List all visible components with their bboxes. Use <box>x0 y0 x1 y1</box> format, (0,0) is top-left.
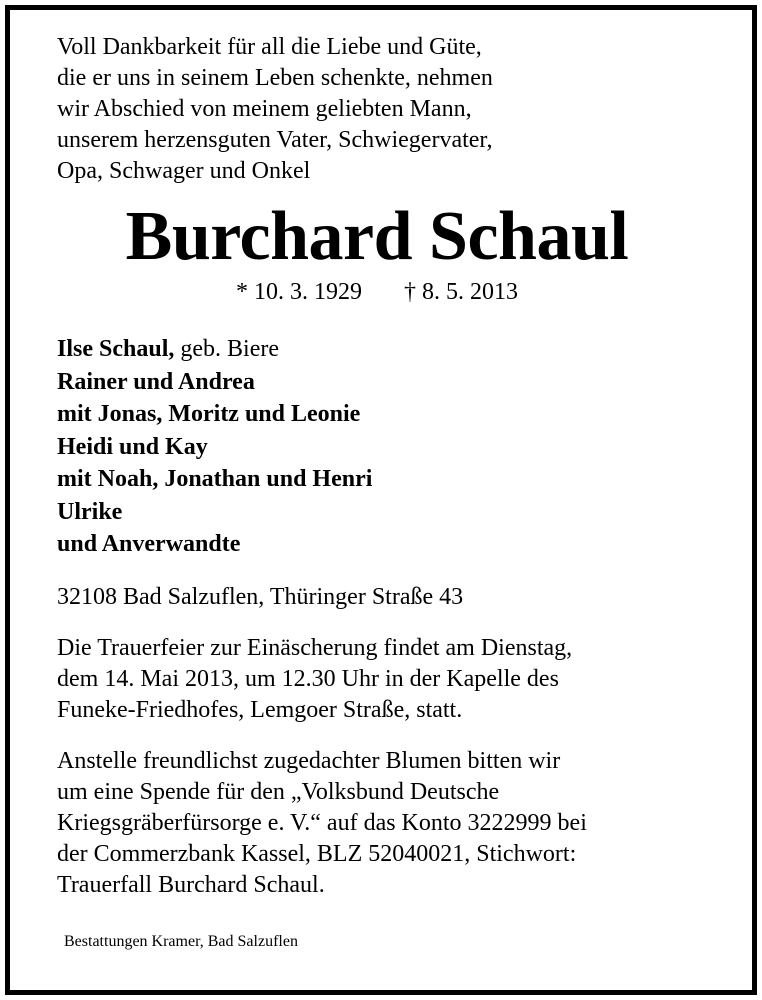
mourner-line <box>57 496 697 529</box>
donation-line: um eine Spende für den „Volksbund Deutsche <box>57 778 500 805</box>
ceremony-line: dem 14. Mai 2013, um 12.30 Uhr in der Kapelle des <box>57 665 559 692</box>
mourner-name: und Anverwandte <box>57 531 241 557</box>
intro-text <box>57 32 697 187</box>
mourner-line <box>57 528 697 561</box>
deceased-name: Burchard Schaul <box>125 198 629 275</box>
mourner-line <box>57 366 697 399</box>
donation-line: Anstelle freundlichst zugedachter Blumen bitten wir <box>57 747 561 774</box>
intro-line: Voll Dankbarkeit für all die Liebe und Güte, <box>57 34 482 60</box>
mourner-name: Rainer und Andrea <box>57 368 255 395</box>
spouse-maiden-name: geb. Biere <box>174 336 279 362</box>
donation-line: Trauerfall Burchard Schaul. <box>57 871 325 898</box>
death-date: † 8. 5. 2013 <box>404 279 518 305</box>
intro-line: unserem herzensguten Vater, Schwiegervater, <box>57 127 493 153</box>
mourner-line <box>57 398 697 431</box>
mourner-name: Ulrike <box>57 498 123 525</box>
ceremony-text <box>57 633 697 726</box>
family-address: 32108 Bad Salzuflen, Thüringer Straße 43 <box>57 583 464 610</box>
ceremony-line: Die Trauerfeier zur Einäscherung findet am Dienstag, <box>57 634 573 661</box>
spouse-line <box>57 333 697 366</box>
mourner-line <box>57 463 697 496</box>
obituary-content <box>57 32 697 901</box>
mourner-name: mit Jonas, Moritz und Leonie <box>57 401 361 427</box>
birth-date: * 10. 3. 1929 <box>236 279 362 305</box>
ceremony-line: Funeke-Friedhofes, Lemgoer Straße, statt. <box>57 696 463 723</box>
life-dates <box>57 277 697 307</box>
spouse-name: Ilse Schaul, <box>57 336 175 362</box>
mourner-line <box>57 431 697 464</box>
intro-line: wir Abschied von meinem geliebten Mann, <box>57 96 472 122</box>
intro-line: die er uns in seinem Leben schenkte, nehmen <box>57 65 493 91</box>
donation-line: der Commerzbank Kassel, BLZ 52040021, Stichwort: <box>57 840 577 867</box>
mourner-name: Heidi und Kay <box>57 433 208 460</box>
mourner-name: mit Noah, Jonathan und Henri <box>57 466 373 492</box>
donation-line: Kriegsgräberfürsorge e. V.“ auf das Konto 3222999 bei <box>57 809 587 836</box>
intro-line: Opa, Schwager und Onkel <box>57 158 311 184</box>
undertaker-credit: Bestattungen Kramer, Bad Salzuflen <box>64 933 298 950</box>
donation-text <box>57 746 697 901</box>
mourners-list <box>57 333 697 561</box>
